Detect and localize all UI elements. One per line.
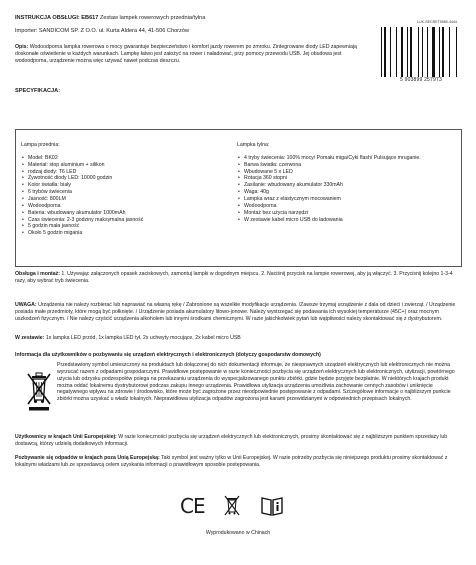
package-contents [15,335,462,342]
barcode-bar [432,27,435,77]
list-item: • Wodoodporna [237,203,457,210]
list-item: • 6 trybów świecenia [21,189,226,196]
barcode-bar [390,27,391,77]
eu-users-section [15,434,462,448]
barcode-bar [439,27,440,77]
usage-text: 1. Używając załączonych opasek zaciskowych, zamontuj lampki w dogodnym miejscu. 2. Naciśnij przycisk na lampie rowerowej, aby ją włączyć. 3. Przycisnij kolejno 1-3-4 razy, aby wybrać tryb świecenia. [15,271,453,284]
list-item: • Zasilanie: wbudowany akumulator 330mAh [237,182,457,189]
barcode-bar [456,27,457,77]
outside-eu-section [15,455,462,469]
eu-users-label: Użytkownicy w krajach Unii Europejskiej: [15,434,117,440]
made-in-label: Wyprodukowano w Chinach [205,530,271,536]
warning-text: Urządzenia nie należy rozbierać lub naprawiać na własną rękę / Zabronione są wszelkie modyfikacje urządzenia. /Zawsze trzymaj urządzenie z dala od dzieci i zwierząt. / Urządzenie posiada małe przedmioty, które mogą być połknięte. / Urządzenie posiada akumulatory litowo-jonowe. Należy wystrzegać się podawania ich wysokiej temperaturze (45C+) oraz mocnym uszkodzeń fizycznym. / Nie należy czyścić urządzenia alkoholem lub innymi środkami chemicznymi. W razie jakichkolwiek pytań lub wątpliwości należy skontaktować się z dystrybutorem. [15,302,456,322]
usage-section [15,271,462,285]
barcode-bar [381,27,382,77]
barcode-bar [401,27,403,77]
disposal-heading-text: Informacja dla użytkowników o pozbywaniu się urządzeń elektrycznych i elektronicznych (dotyczy gospodarstw domowych) [15,352,321,358]
front-lamp-list [21,155,226,237]
ce-mark-text: CE [180,494,205,518]
list-item: • Model: BK02 [21,155,226,162]
usage-label: Obsługa i montaż: [15,271,60,277]
list-item: • 5 godzin mała jasność [21,223,226,230]
list-item: • Wbudowane 5 x LED [237,169,457,176]
eu-users-text: W razie konieczności pozbycia się urządzeń elektrycznych lub elektronicznych, prosimy skontaktować się z najbliższym punktem sprzedaży lub dostawcą, którzy udzielą dodatkowych informacji. [15,434,448,447]
list-item: • Montaż bez użycia narzędzi [237,210,457,217]
weee-bin-icon [24,370,54,412]
description-label: Opis: [15,44,29,50]
barcode-bar [407,27,408,77]
list-item: • Jasność: 800LM [21,196,226,203]
list-item: • Wodoodporna [21,203,226,210]
outside-eu-text: Taki symbol jest ważny tylko w Unii Europejskej. W razie potrzeby pozbycia się niniejszego produktu prosimy skontaktować z lokalnymi władzami lub ze sprzedawcą celem uzyskania informacji o prawidłowym sposobie postępowania. [15,455,448,468]
title-model: INSTRUKCJA OBSŁUGI: EB617 [15,15,99,21]
list-item: • Bateria: wbudowany akumulator 1000mAh [21,210,226,217]
barcode-digits: 5 903899 257973 [400,76,442,83]
rear-lamp-list [237,155,457,224]
list-item: • Kolor światła: biały [21,182,226,189]
barcode-bar [449,27,450,77]
barcode-bar [427,27,428,77]
spec-heading [15,88,60,95]
ce-mark-icon [180,495,206,517]
barcode-bar [418,27,419,77]
barcode-bar [410,27,413,77]
barcode-code-top: LUK-SECRET5980-4444 [417,20,457,24]
warning-section [15,302,462,323]
barcode-bar [422,27,424,77]
list-item: • Około 5 godzin migania [21,230,226,237]
list-item: • Rotacja 360 stopni [237,175,457,182]
package-text: 1x lampka LED przód, 1x lampka LED tył, 2x uchwyty mocujące, 2x kabel micro USB [44,335,241,341]
certification-marks [180,495,290,517]
barcode-bar [396,27,397,77]
title-description: Zestaw lampek rowerowych przednia/tylna [98,15,206,21]
list-item: • Waga: 40g [237,189,457,196]
list-item: • rodzaj diody: T6 LED [21,169,226,176]
front-lamp-title: Lampa przednia: [21,142,60,148]
package-label: W zestawie: [15,335,45,341]
description-text: Wodoodporna lampka rowerowa o mocy gwarantuje bezpieczeństwo i komfort jazdy rowerem po zmroku. Zintegrowane diody LED zapewniają doskonałe oświetlenie w każdych warunkach. Lampkę łatwo jest założyć na rower i naładować, przy pomocy przewodu USB. Jej obudowa jest wodoodporna, urządzenie można więc używać nawet podczas deszczu. [15,44,357,64]
list-item: • 4 tryby świecenia: 100% mocy/ Pomału miga/Cyki flash/ Pulsujące mruganie. [237,155,457,162]
list-item: • Czas świecenia: 2-3 godziny maksymalna jasność [21,217,226,224]
barcode-bars [381,27,459,77]
weee-bin-icon [224,495,240,517]
list-item: • Lampka wraz z elastycznym mocowaniem [237,196,457,203]
disposal-heading [15,352,462,359]
list-item: • W zestawie kabel micro USB do ładowania [237,217,457,224]
list-item: • Materiał: stop aluminium + silikon [21,162,226,169]
list-item: • Barwa światła: czerwona [237,162,457,169]
document-title [15,15,375,22]
rear-lamp-title: Lampka tylna: [237,142,270,148]
importer-line: Importer: SANDICOM SP. Z O.O. ul. Kurta Aldera 44, 41-506 Chorzów [15,28,189,34]
manual-book-icon [260,495,284,517]
outside-eu-label: Pozbywanie się odpadów w krajach poza Unią Europejską: [15,455,160,461]
rear-lamp-spec [237,142,457,223]
product-description [15,44,371,65]
barcode-bar [384,27,386,77]
spec-heading-text: SPECYFIKACJA: [15,88,61,94]
front-lamp-spec [21,142,226,237]
warning-label: UWAGA: [15,302,37,308]
barcode-bar [442,27,444,77]
list-item: • Żywotność diody LED: 10000 godzin [21,175,226,182]
disposal-text: Przedstawiony symbol umieszczony na produktach lub dołączonej do nich dokumentacji informuje, że niesprawnych urządzeń elektrycznych lub elektronicznych nie można wyrzucać razem z odpadami gospodarczymi. Prawidłowe postępowanie w razie konieczności pozbycia się urządzeń elektrycznych lub elektronicznych, utylizacji, powtórnego użycia lub odzysku podzespołów polega na przekazaniu urządzenia do wyspecjalizowanego punktu zbiórki, gdzie będzie przyjęte bezpłatnie. W niektórych krajach produkt można oddać lokalnemu dystrybutorowi podczas zakupu innego urządzenia. Prawidłowa utylizacja urządzenia umożliwia zachowanie cennych zasobów i uniknięcie negatywnego wpływu na zdrowie i środowisko, które może być zagrożone przez nieodpowiednie postępowanie z odpadami. Szczegółowe informacje o najbliższym punkcie zbiórki można uzyskać u władz lokalnych. Nieprawidłowa utylizacja odpadów zagrożona jest karami przewidzianymi w odpowiednich przepisach lokalnych. [57,362,455,403]
barcode [381,20,461,90]
